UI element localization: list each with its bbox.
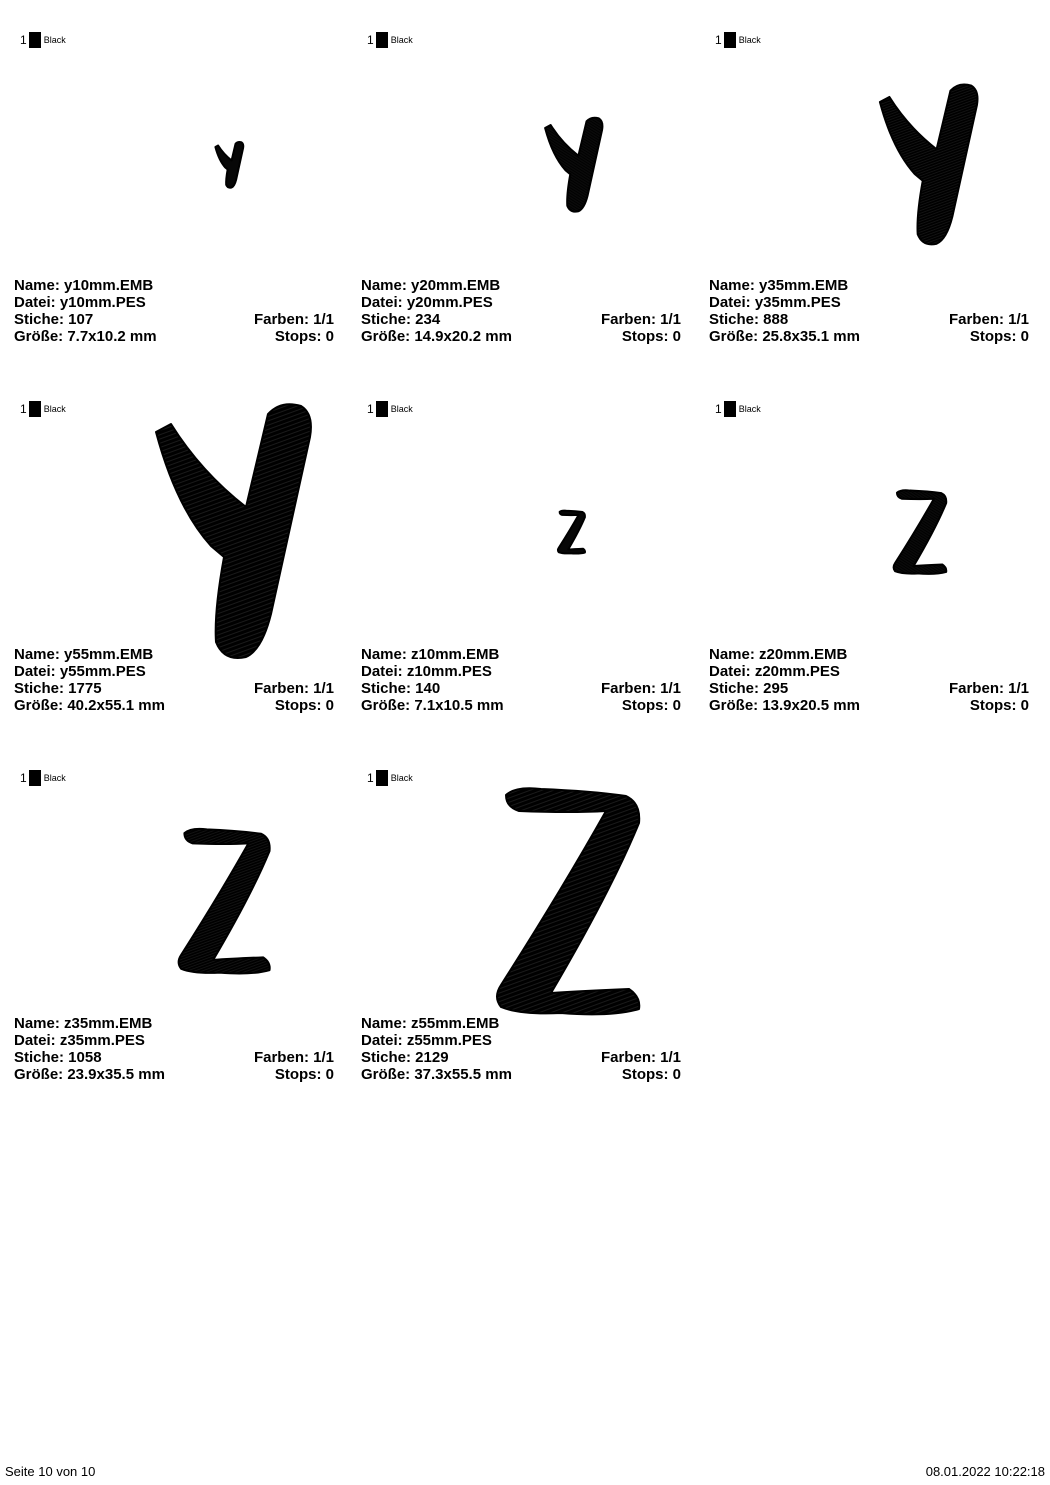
design-file: Datei: y10mm.PES bbox=[14, 294, 146, 311]
letter-z-shape bbox=[558, 511, 585, 554]
embroidery-preview-y bbox=[14, 30, 344, 290]
stop-count: Stops: 0 bbox=[969, 697, 1029, 714]
embroidery-preview-y bbox=[14, 399, 344, 659]
design-name: Name: y20mm.EMB bbox=[361, 277, 501, 294]
color-number: 1 bbox=[20, 402, 27, 416]
embroidery-preview-z bbox=[14, 768, 344, 1028]
color-name: Black bbox=[390, 773, 413, 783]
design-card bbox=[14, 30, 344, 380]
design-name: Name: y10mm.EMB bbox=[14, 277, 154, 294]
design-file: Datei: y20mm.PES bbox=[361, 294, 493, 311]
color-name: Black bbox=[390, 404, 413, 414]
color-count: Farben: 1/1 bbox=[253, 680, 334, 697]
letter-y-shape bbox=[545, 118, 602, 212]
stitch-count: Stiche: 2129 bbox=[361, 1049, 449, 1066]
design-card bbox=[14, 399, 344, 749]
design-size: Größe: 40.2x55.1 mm bbox=[14, 697, 165, 714]
stop-count: Stops: 0 bbox=[621, 1066, 681, 1083]
letter-z-shape bbox=[894, 490, 947, 574]
design-name: Name: y35mm.EMB bbox=[709, 277, 849, 294]
color-number: 1 bbox=[715, 33, 722, 47]
stitch-count: Stiche: 888 bbox=[709, 311, 789, 328]
color-count: Farben: 1/1 bbox=[948, 311, 1029, 328]
stop-count: Stops: 0 bbox=[621, 697, 681, 714]
stop-count: Stops: 0 bbox=[274, 1066, 334, 1083]
design-name: Name: z35mm.EMB bbox=[14, 1015, 153, 1032]
color-count: Farben: 1/1 bbox=[600, 311, 681, 328]
design-card bbox=[709, 399, 1039, 749]
design-card bbox=[361, 399, 691, 749]
color-count: Farben: 1/1 bbox=[600, 680, 681, 697]
stitch-count: Stiche: 107 bbox=[14, 311, 94, 328]
stop-count: Stops: 0 bbox=[274, 697, 334, 714]
letter-z-shape bbox=[497, 788, 639, 1014]
stop-count: Stops: 0 bbox=[274, 328, 334, 345]
letter-y-shape bbox=[880, 84, 978, 244]
color-count: Farben: 1/1 bbox=[948, 680, 1029, 697]
color-name: Black bbox=[738, 404, 761, 414]
design-info bbox=[361, 277, 681, 345]
color-count: Farben: 1/1 bbox=[253, 1049, 334, 1066]
design-name: Name: y55mm.EMB bbox=[14, 646, 154, 663]
stitch-count: Stiche: 1775 bbox=[14, 680, 102, 697]
embroidery-preview-z bbox=[709, 399, 1039, 659]
color-number: 1 bbox=[715, 402, 722, 416]
stitch-count: Stiche: 234 bbox=[361, 311, 441, 328]
design-card bbox=[14, 768, 344, 1118]
design-file: Datei: y35mm.PES bbox=[709, 294, 841, 311]
design-size: Größe: 23.9x35.5 mm bbox=[14, 1066, 165, 1083]
design-file: Datei: z20mm.PES bbox=[709, 663, 840, 680]
design-file: Datei: z55mm.PES bbox=[361, 1032, 492, 1049]
design-file: Datei: y55mm.PES bbox=[14, 663, 146, 680]
design-card bbox=[709, 30, 1039, 380]
color-name: Black bbox=[43, 35, 66, 45]
design-name: Name: z20mm.EMB bbox=[709, 646, 848, 663]
design-info bbox=[361, 646, 681, 714]
stitch-count: Stiche: 295 bbox=[709, 680, 789, 697]
design-name: Name: z10mm.EMB bbox=[361, 646, 500, 663]
design-info bbox=[361, 1015, 681, 1083]
design-file: Datei: z10mm.PES bbox=[361, 663, 492, 680]
letter-y-shape bbox=[156, 404, 311, 658]
color-count: Farben: 1/1 bbox=[253, 311, 334, 328]
page-number: Seite 10 von 10 bbox=[5, 1464, 96, 1479]
stop-count: Stops: 0 bbox=[621, 328, 681, 345]
embroidery-preview-y bbox=[361, 30, 691, 290]
design-card bbox=[361, 30, 691, 380]
color-number: 1 bbox=[367, 33, 374, 47]
print-timestamp: 08.01.2022 10:22:18 bbox=[925, 1464, 1045, 1479]
color-name: Black bbox=[738, 35, 761, 45]
color-count: Farben: 1/1 bbox=[600, 1049, 681, 1066]
color-number: 1 bbox=[20, 771, 27, 785]
stitch-count: Stiche: 140 bbox=[361, 680, 441, 697]
embroidery-preview-z bbox=[361, 768, 691, 1028]
design-size: Größe: 14.9x20.2 mm bbox=[361, 328, 512, 345]
embroidery-preview-z bbox=[361, 399, 691, 659]
design-file: Datei: z35mm.PES bbox=[14, 1032, 145, 1049]
design-info bbox=[709, 277, 1029, 345]
color-number: 1 bbox=[367, 402, 374, 416]
design-info bbox=[14, 1015, 334, 1083]
color-name: Black bbox=[43, 404, 66, 414]
design-card bbox=[361, 768, 691, 1118]
design-size: Größe: 13.9x20.5 mm bbox=[709, 697, 860, 714]
stitch-count: Stiche: 1058 bbox=[14, 1049, 102, 1066]
design-size: Größe: 37.3x55.5 mm bbox=[361, 1066, 512, 1083]
design-info bbox=[14, 277, 334, 345]
design-name: Name: z55mm.EMB bbox=[361, 1015, 500, 1032]
letter-y-shape bbox=[215, 142, 243, 188]
design-size: Größe: 7.1x10.5 mm bbox=[361, 697, 504, 714]
design-size: Größe: 7.7x10.2 mm bbox=[14, 328, 157, 345]
design-size: Größe: 25.8x35.1 mm bbox=[709, 328, 860, 345]
color-number: 1 bbox=[367, 771, 374, 785]
letter-z-shape bbox=[179, 829, 270, 974]
design-info bbox=[14, 646, 334, 714]
design-info bbox=[709, 646, 1029, 714]
color-number: 1 bbox=[20, 33, 27, 47]
color-name: Black bbox=[43, 773, 66, 783]
color-name: Black bbox=[390, 35, 413, 45]
stop-count: Stops: 0 bbox=[969, 328, 1029, 345]
embroidery-preview-y bbox=[709, 30, 1039, 290]
